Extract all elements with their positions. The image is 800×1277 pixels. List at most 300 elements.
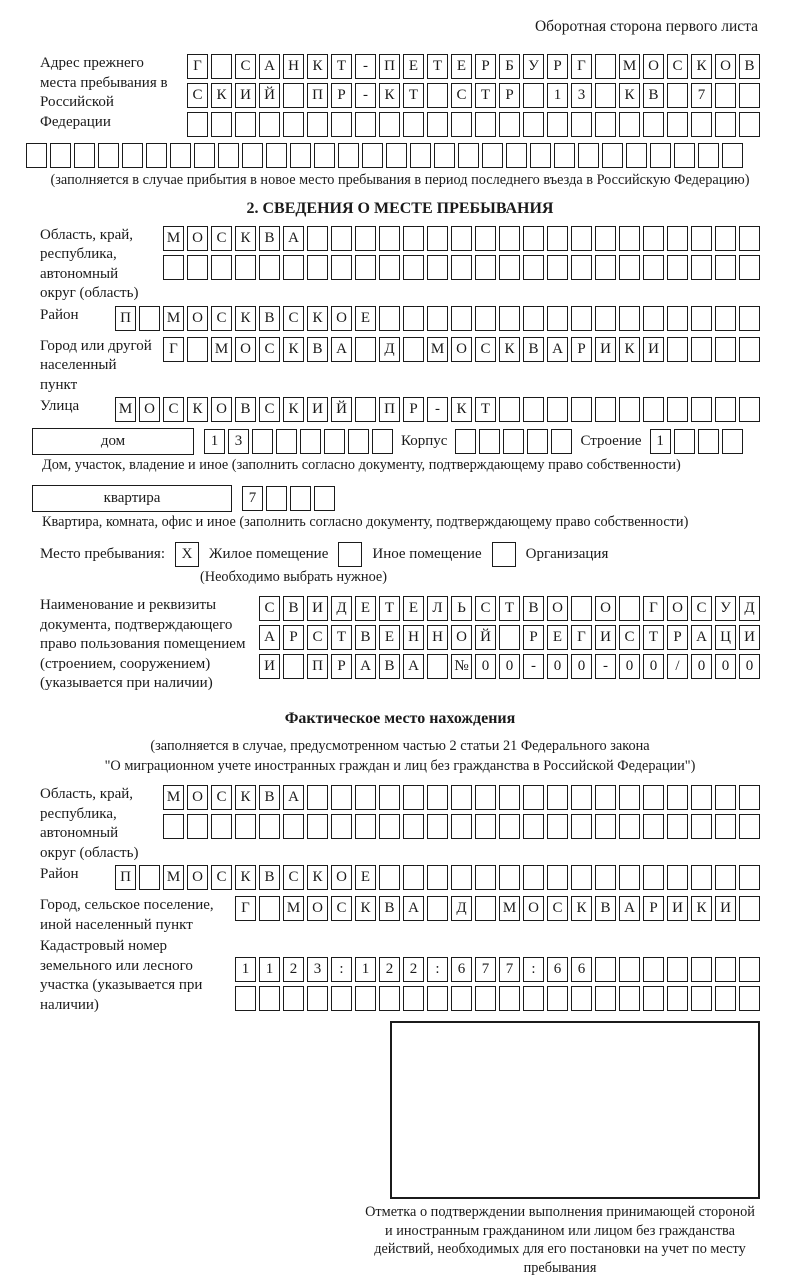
char-cell[interactable] bbox=[252, 429, 273, 454]
char-cell[interactable] bbox=[475, 865, 496, 890]
char-cell[interactable] bbox=[619, 814, 640, 839]
char-cell[interactable] bbox=[619, 306, 640, 331]
char-cell[interactable] bbox=[50, 143, 71, 168]
char-cell[interactable]: М bbox=[499, 896, 520, 921]
char-cell[interactable] bbox=[331, 814, 352, 839]
char-cell[interactable]: А bbox=[259, 625, 280, 650]
char-cell[interactable]: В bbox=[523, 596, 544, 621]
char-cell[interactable]: О bbox=[211, 397, 232, 422]
char-cell[interactable]: Т bbox=[427, 54, 448, 79]
char-cell[interactable] bbox=[427, 654, 448, 679]
char-cell[interactable]: А bbox=[403, 654, 424, 679]
char-cell[interactable]: И bbox=[643, 337, 664, 362]
char-cell[interactable]: С bbox=[307, 625, 328, 650]
char-cell[interactable]: 2 bbox=[379, 957, 400, 982]
char-cell[interactable]: И bbox=[259, 654, 280, 679]
char-cell[interactable] bbox=[530, 143, 551, 168]
char-cell[interactable]: О bbox=[187, 306, 208, 331]
char-cell[interactable]: О bbox=[187, 865, 208, 890]
char-cell[interactable]: К bbox=[307, 306, 328, 331]
char-cell[interactable]: С bbox=[259, 397, 280, 422]
char-cell[interactable] bbox=[427, 814, 448, 839]
char-cell[interactable] bbox=[283, 112, 304, 137]
char-cell[interactable] bbox=[74, 143, 95, 168]
char-cell[interactable] bbox=[691, 337, 712, 362]
char-cell[interactable] bbox=[355, 112, 376, 137]
char-cell[interactable] bbox=[667, 785, 688, 810]
char-cell[interactable]: Ц bbox=[715, 625, 736, 650]
char-cell[interactable] bbox=[455, 429, 476, 454]
char-cell[interactable]: 3 bbox=[571, 83, 592, 108]
char-cell[interactable] bbox=[595, 397, 616, 422]
char-cell[interactable] bbox=[355, 986, 376, 1011]
char-cell[interactable]: О bbox=[451, 337, 472, 362]
char-cell[interactable] bbox=[146, 143, 167, 168]
char-cell[interactable] bbox=[602, 143, 623, 168]
char-cell[interactable] bbox=[619, 255, 640, 280]
char-cell[interactable] bbox=[475, 112, 496, 137]
char-cell[interactable]: 0 bbox=[739, 654, 760, 679]
char-cell[interactable] bbox=[674, 429, 695, 454]
char-cell[interactable] bbox=[139, 865, 160, 890]
char-cell[interactable] bbox=[324, 429, 345, 454]
char-cell[interactable]: К bbox=[307, 865, 328, 890]
char-cell[interactable] bbox=[595, 83, 616, 108]
char-cell[interactable] bbox=[691, 112, 712, 137]
char-cell[interactable]: К bbox=[379, 83, 400, 108]
char-cell[interactable]: - bbox=[523, 654, 544, 679]
char-cell[interactable] bbox=[547, 255, 568, 280]
char-cell[interactable] bbox=[403, 814, 424, 839]
char-cell[interactable] bbox=[499, 112, 520, 137]
char-cell[interactable] bbox=[242, 143, 263, 168]
char-cell[interactable] bbox=[547, 306, 568, 331]
char-cell[interactable]: М bbox=[163, 785, 184, 810]
char-cell[interactable] bbox=[595, 986, 616, 1011]
char-cell[interactable] bbox=[259, 986, 280, 1011]
char-cell[interactable]: Е bbox=[355, 596, 376, 621]
char-cell[interactable] bbox=[499, 255, 520, 280]
char-cell[interactable]: Т bbox=[331, 625, 352, 650]
char-cell[interactable] bbox=[571, 306, 592, 331]
char-cell[interactable] bbox=[547, 865, 568, 890]
char-cell[interactable] bbox=[403, 112, 424, 137]
char-cell[interactable]: К bbox=[451, 397, 472, 422]
char-cell[interactable] bbox=[300, 429, 321, 454]
char-cell[interactable] bbox=[578, 143, 599, 168]
char-cell[interactable]: 3 bbox=[307, 957, 328, 982]
char-cell[interactable]: Т bbox=[403, 83, 424, 108]
char-cell[interactable]: - bbox=[355, 83, 376, 108]
char-cell[interactable]: О bbox=[451, 625, 472, 650]
char-cell[interactable]: - bbox=[355, 54, 376, 79]
char-cell[interactable] bbox=[499, 625, 520, 650]
char-cell[interactable] bbox=[355, 397, 376, 422]
char-cell[interactable]: 0 bbox=[499, 654, 520, 679]
char-cell[interactable] bbox=[523, 785, 544, 810]
char-cell[interactable]: 3 bbox=[228, 429, 249, 454]
char-cell[interactable]: В bbox=[307, 337, 328, 362]
char-cell[interactable]: 0 bbox=[571, 654, 592, 679]
char-cell[interactable] bbox=[338, 143, 359, 168]
char-cell[interactable] bbox=[643, 957, 664, 982]
char-cell[interactable] bbox=[451, 112, 472, 137]
char-cell[interactable]: Г bbox=[187, 54, 208, 79]
char-cell[interactable] bbox=[331, 226, 352, 251]
char-cell[interactable] bbox=[667, 255, 688, 280]
char-cell[interactable] bbox=[218, 143, 239, 168]
char-cell[interactable]: С bbox=[283, 306, 304, 331]
char-cell[interactable] bbox=[571, 226, 592, 251]
char-cell[interactable] bbox=[523, 986, 544, 1011]
char-cell[interactable]: Е bbox=[355, 306, 376, 331]
char-cell[interactable]: Р bbox=[403, 397, 424, 422]
char-cell[interactable] bbox=[643, 814, 664, 839]
char-cell[interactable]: 6 bbox=[547, 957, 568, 982]
char-cell[interactable] bbox=[503, 429, 524, 454]
char-cell[interactable] bbox=[276, 429, 297, 454]
char-cell[interactable] bbox=[283, 255, 304, 280]
char-cell[interactable]: 6 bbox=[451, 957, 472, 982]
char-cell[interactable] bbox=[187, 255, 208, 280]
char-cell[interactable] bbox=[739, 397, 760, 422]
char-cell[interactable] bbox=[554, 143, 575, 168]
char-cell[interactable] bbox=[667, 337, 688, 362]
char-cell[interactable]: В bbox=[259, 785, 280, 810]
char-cell[interactable]: О bbox=[331, 865, 352, 890]
char-cell[interactable] bbox=[691, 785, 712, 810]
char-cell[interactable]: И bbox=[307, 397, 328, 422]
char-cell[interactable]: Т bbox=[379, 596, 400, 621]
char-cell[interactable] bbox=[595, 785, 616, 810]
char-cell[interactable]: : bbox=[523, 957, 544, 982]
char-cell[interactable] bbox=[410, 143, 431, 168]
char-cell[interactable]: № bbox=[451, 654, 472, 679]
stay-type-checkbox-organization[interactable] bbox=[492, 542, 516, 567]
char-cell[interactable] bbox=[170, 143, 191, 168]
char-cell[interactable] bbox=[403, 226, 424, 251]
char-cell[interactable] bbox=[506, 143, 527, 168]
char-cell[interactable] bbox=[571, 112, 592, 137]
char-cell[interactable] bbox=[290, 143, 311, 168]
char-cell[interactable] bbox=[739, 255, 760, 280]
char-cell[interactable] bbox=[715, 112, 736, 137]
char-cell[interactable]: С bbox=[619, 625, 640, 650]
char-cell[interactable] bbox=[307, 112, 328, 137]
char-cell[interactable]: И bbox=[667, 896, 688, 921]
char-cell[interactable]: : bbox=[331, 957, 352, 982]
char-cell[interactable] bbox=[331, 255, 352, 280]
char-cell[interactable]: О bbox=[595, 596, 616, 621]
char-cell[interactable]: Е bbox=[403, 596, 424, 621]
char-cell[interactable]: П bbox=[115, 865, 136, 890]
char-cell[interactable] bbox=[547, 226, 568, 251]
char-cell[interactable] bbox=[667, 226, 688, 251]
char-cell[interactable] bbox=[379, 226, 400, 251]
char-cell[interactable] bbox=[259, 255, 280, 280]
char-cell[interactable] bbox=[379, 306, 400, 331]
char-cell[interactable] bbox=[691, 306, 712, 331]
char-cell[interactable] bbox=[722, 143, 743, 168]
char-cell[interactable] bbox=[619, 957, 640, 982]
char-cell[interactable]: О bbox=[331, 306, 352, 331]
char-cell[interactable] bbox=[187, 337, 208, 362]
char-cell[interactable]: - bbox=[595, 654, 616, 679]
char-cell[interactable] bbox=[98, 143, 119, 168]
char-cell[interactable] bbox=[379, 785, 400, 810]
char-cell[interactable] bbox=[314, 143, 335, 168]
char-cell[interactable] bbox=[235, 255, 256, 280]
char-cell[interactable] bbox=[523, 255, 544, 280]
char-cell[interactable] bbox=[307, 814, 328, 839]
char-cell[interactable] bbox=[499, 814, 520, 839]
char-cell[interactable]: В bbox=[379, 654, 400, 679]
char-cell[interactable] bbox=[523, 814, 544, 839]
char-cell[interactable] bbox=[355, 814, 376, 839]
char-cell[interactable] bbox=[434, 143, 455, 168]
char-cell[interactable]: С bbox=[259, 337, 280, 362]
char-cell[interactable] bbox=[266, 143, 287, 168]
char-cell[interactable] bbox=[331, 986, 352, 1011]
char-cell[interactable]: С bbox=[283, 865, 304, 890]
char-cell[interactable] bbox=[235, 112, 256, 137]
char-cell[interactable]: Ь bbox=[451, 596, 472, 621]
char-cell[interactable] bbox=[458, 143, 479, 168]
char-cell[interactable]: Р bbox=[331, 654, 352, 679]
char-cell[interactable] bbox=[451, 255, 472, 280]
char-cell[interactable]: С bbox=[235, 54, 256, 79]
char-cell[interactable] bbox=[715, 814, 736, 839]
char-cell[interactable]: 0 bbox=[619, 654, 640, 679]
char-cell[interactable]: В bbox=[355, 625, 376, 650]
char-cell[interactable]: К bbox=[499, 337, 520, 362]
char-cell[interactable]: С bbox=[211, 865, 232, 890]
char-cell[interactable]: К bbox=[283, 397, 304, 422]
char-cell[interactable] bbox=[427, 896, 448, 921]
char-cell[interactable]: П bbox=[379, 54, 400, 79]
char-cell[interactable]: С bbox=[451, 83, 472, 108]
char-cell[interactable] bbox=[619, 112, 640, 137]
char-cell[interactable] bbox=[595, 112, 616, 137]
char-cell[interactable] bbox=[698, 429, 719, 454]
char-cell[interactable] bbox=[362, 143, 383, 168]
char-cell[interactable] bbox=[643, 986, 664, 1011]
char-cell[interactable] bbox=[331, 112, 352, 137]
char-cell[interactable]: Е bbox=[403, 54, 424, 79]
char-cell[interactable]: В bbox=[259, 226, 280, 251]
char-cell[interactable]: 1 bbox=[547, 83, 568, 108]
char-cell[interactable] bbox=[667, 83, 688, 108]
char-cell[interactable] bbox=[451, 865, 472, 890]
char-cell[interactable]: М bbox=[163, 865, 184, 890]
char-cell[interactable]: К bbox=[283, 337, 304, 362]
char-cell[interactable]: О bbox=[547, 596, 568, 621]
char-cell[interactable] bbox=[722, 429, 743, 454]
char-cell[interactable] bbox=[667, 957, 688, 982]
char-cell[interactable] bbox=[331, 785, 352, 810]
char-cell[interactable]: Р bbox=[475, 54, 496, 79]
char-cell[interactable] bbox=[355, 337, 376, 362]
char-cell[interactable]: О bbox=[235, 337, 256, 362]
char-cell[interactable]: В bbox=[523, 337, 544, 362]
char-cell[interactable] bbox=[595, 814, 616, 839]
char-cell[interactable]: О bbox=[643, 54, 664, 79]
char-cell[interactable] bbox=[739, 957, 760, 982]
char-cell[interactable] bbox=[122, 143, 143, 168]
char-cell[interactable] bbox=[355, 785, 376, 810]
char-cell[interactable]: Е bbox=[547, 625, 568, 650]
char-cell[interactable] bbox=[739, 306, 760, 331]
char-cell[interactable]: М bbox=[115, 397, 136, 422]
char-cell[interactable] bbox=[523, 397, 544, 422]
char-cell[interactable]: 7 bbox=[242, 486, 263, 511]
char-cell[interactable] bbox=[187, 814, 208, 839]
char-cell[interactable] bbox=[475, 896, 496, 921]
char-cell[interactable] bbox=[163, 255, 184, 280]
char-cell[interactable] bbox=[619, 226, 640, 251]
char-cell[interactable]: К bbox=[235, 785, 256, 810]
char-cell[interactable] bbox=[283, 814, 304, 839]
char-cell[interactable]: К bbox=[235, 306, 256, 331]
char-cell[interactable] bbox=[595, 54, 616, 79]
char-cell[interactable]: В bbox=[379, 896, 400, 921]
char-cell[interactable]: П bbox=[307, 83, 328, 108]
char-cell[interactable] bbox=[595, 957, 616, 982]
char-cell[interactable]: Т bbox=[331, 54, 352, 79]
char-cell[interactable]: М bbox=[619, 54, 640, 79]
char-cell[interactable]: Л bbox=[427, 596, 448, 621]
char-cell[interactable]: А bbox=[283, 226, 304, 251]
char-cell[interactable]: В bbox=[259, 306, 280, 331]
char-cell[interactable] bbox=[715, 337, 736, 362]
char-cell[interactable] bbox=[403, 255, 424, 280]
char-cell[interactable]: 1 bbox=[355, 957, 376, 982]
char-cell[interactable] bbox=[547, 814, 568, 839]
char-cell[interactable]: 2 bbox=[283, 957, 304, 982]
char-cell[interactable]: М bbox=[283, 896, 304, 921]
char-cell[interactable] bbox=[283, 986, 304, 1011]
char-cell[interactable] bbox=[571, 596, 592, 621]
char-cell[interactable]: И bbox=[307, 596, 328, 621]
char-cell[interactable] bbox=[571, 814, 592, 839]
char-cell[interactable] bbox=[290, 486, 311, 511]
char-cell[interactable] bbox=[427, 865, 448, 890]
char-cell[interactable]: К bbox=[619, 83, 640, 108]
char-cell[interactable] bbox=[667, 814, 688, 839]
char-cell[interactable] bbox=[523, 112, 544, 137]
char-cell[interactable] bbox=[691, 814, 712, 839]
char-cell[interactable] bbox=[527, 429, 548, 454]
char-cell[interactable] bbox=[475, 255, 496, 280]
char-cell[interactable]: Н bbox=[403, 625, 424, 650]
char-cell[interactable] bbox=[386, 143, 407, 168]
char-cell[interactable]: К bbox=[235, 226, 256, 251]
char-cell[interactable] bbox=[643, 785, 664, 810]
char-cell[interactable]: Р bbox=[523, 625, 544, 650]
char-cell[interactable]: П bbox=[115, 306, 136, 331]
char-cell[interactable] bbox=[194, 143, 215, 168]
char-cell[interactable] bbox=[451, 306, 472, 331]
char-cell[interactable] bbox=[427, 986, 448, 1011]
char-cell[interactable] bbox=[595, 865, 616, 890]
char-cell[interactable] bbox=[451, 986, 472, 1011]
char-cell[interactable]: А bbox=[403, 896, 424, 921]
char-cell[interactable]: О bbox=[667, 596, 688, 621]
char-cell[interactable]: К bbox=[187, 397, 208, 422]
char-cell[interactable] bbox=[547, 112, 568, 137]
char-cell[interactable]: 1 bbox=[259, 957, 280, 982]
char-cell[interactable]: А bbox=[547, 337, 568, 362]
char-cell[interactable] bbox=[235, 814, 256, 839]
char-cell[interactable]: Р bbox=[283, 625, 304, 650]
char-cell[interactable]: С bbox=[475, 596, 496, 621]
char-cell[interactable]: А bbox=[331, 337, 352, 362]
char-cell[interactable] bbox=[523, 306, 544, 331]
char-cell[interactable] bbox=[139, 306, 160, 331]
char-cell[interactable]: У bbox=[715, 596, 736, 621]
char-cell[interactable] bbox=[427, 112, 448, 137]
char-cell[interactable] bbox=[571, 986, 592, 1011]
char-cell[interactable] bbox=[691, 397, 712, 422]
char-cell[interactable]: К bbox=[235, 865, 256, 890]
char-cell[interactable] bbox=[715, 306, 736, 331]
char-cell[interactable] bbox=[739, 785, 760, 810]
char-cell[interactable] bbox=[475, 986, 496, 1011]
char-cell[interactable]: 0 bbox=[475, 654, 496, 679]
char-cell[interactable] bbox=[475, 226, 496, 251]
char-cell[interactable] bbox=[451, 785, 472, 810]
char-cell[interactable] bbox=[427, 83, 448, 108]
char-cell[interactable]: Р bbox=[547, 54, 568, 79]
char-cell[interactable] bbox=[619, 986, 640, 1011]
char-cell[interactable]: / bbox=[667, 654, 688, 679]
char-cell[interactable] bbox=[211, 54, 232, 79]
char-cell[interactable] bbox=[475, 306, 496, 331]
char-cell[interactable]: И bbox=[715, 896, 736, 921]
char-cell[interactable]: К bbox=[307, 54, 328, 79]
char-cell[interactable]: В bbox=[259, 865, 280, 890]
char-cell[interactable] bbox=[235, 986, 256, 1011]
char-cell[interactable] bbox=[595, 226, 616, 251]
char-cell[interactable] bbox=[667, 306, 688, 331]
char-cell[interactable] bbox=[739, 896, 760, 921]
char-cell[interactable] bbox=[691, 865, 712, 890]
char-cell[interactable] bbox=[715, 83, 736, 108]
char-cell[interactable]: Д bbox=[379, 337, 400, 362]
char-cell[interactable] bbox=[643, 226, 664, 251]
char-cell[interactable] bbox=[499, 226, 520, 251]
char-cell[interactable]: И bbox=[739, 625, 760, 650]
char-cell[interactable] bbox=[691, 226, 712, 251]
char-cell[interactable]: О bbox=[307, 896, 328, 921]
char-cell[interactable] bbox=[403, 306, 424, 331]
char-cell[interactable]: В bbox=[235, 397, 256, 422]
char-cell[interactable]: Г bbox=[571, 625, 592, 650]
char-cell[interactable]: Т bbox=[475, 83, 496, 108]
char-cell[interactable]: Й bbox=[259, 83, 280, 108]
char-cell[interactable] bbox=[739, 986, 760, 1011]
char-cell[interactable] bbox=[259, 896, 280, 921]
stay-type-checkbox-other-premises[interactable] bbox=[338, 542, 362, 567]
char-cell[interactable]: Й bbox=[331, 397, 352, 422]
char-cell[interactable]: 7 bbox=[475, 957, 496, 982]
char-cell[interactable] bbox=[626, 143, 647, 168]
char-cell[interactable]: С bbox=[331, 896, 352, 921]
char-cell[interactable]: 6 bbox=[571, 957, 592, 982]
char-cell[interactable] bbox=[211, 814, 232, 839]
char-cell[interactable] bbox=[307, 785, 328, 810]
char-cell[interactable]: М bbox=[427, 337, 448, 362]
